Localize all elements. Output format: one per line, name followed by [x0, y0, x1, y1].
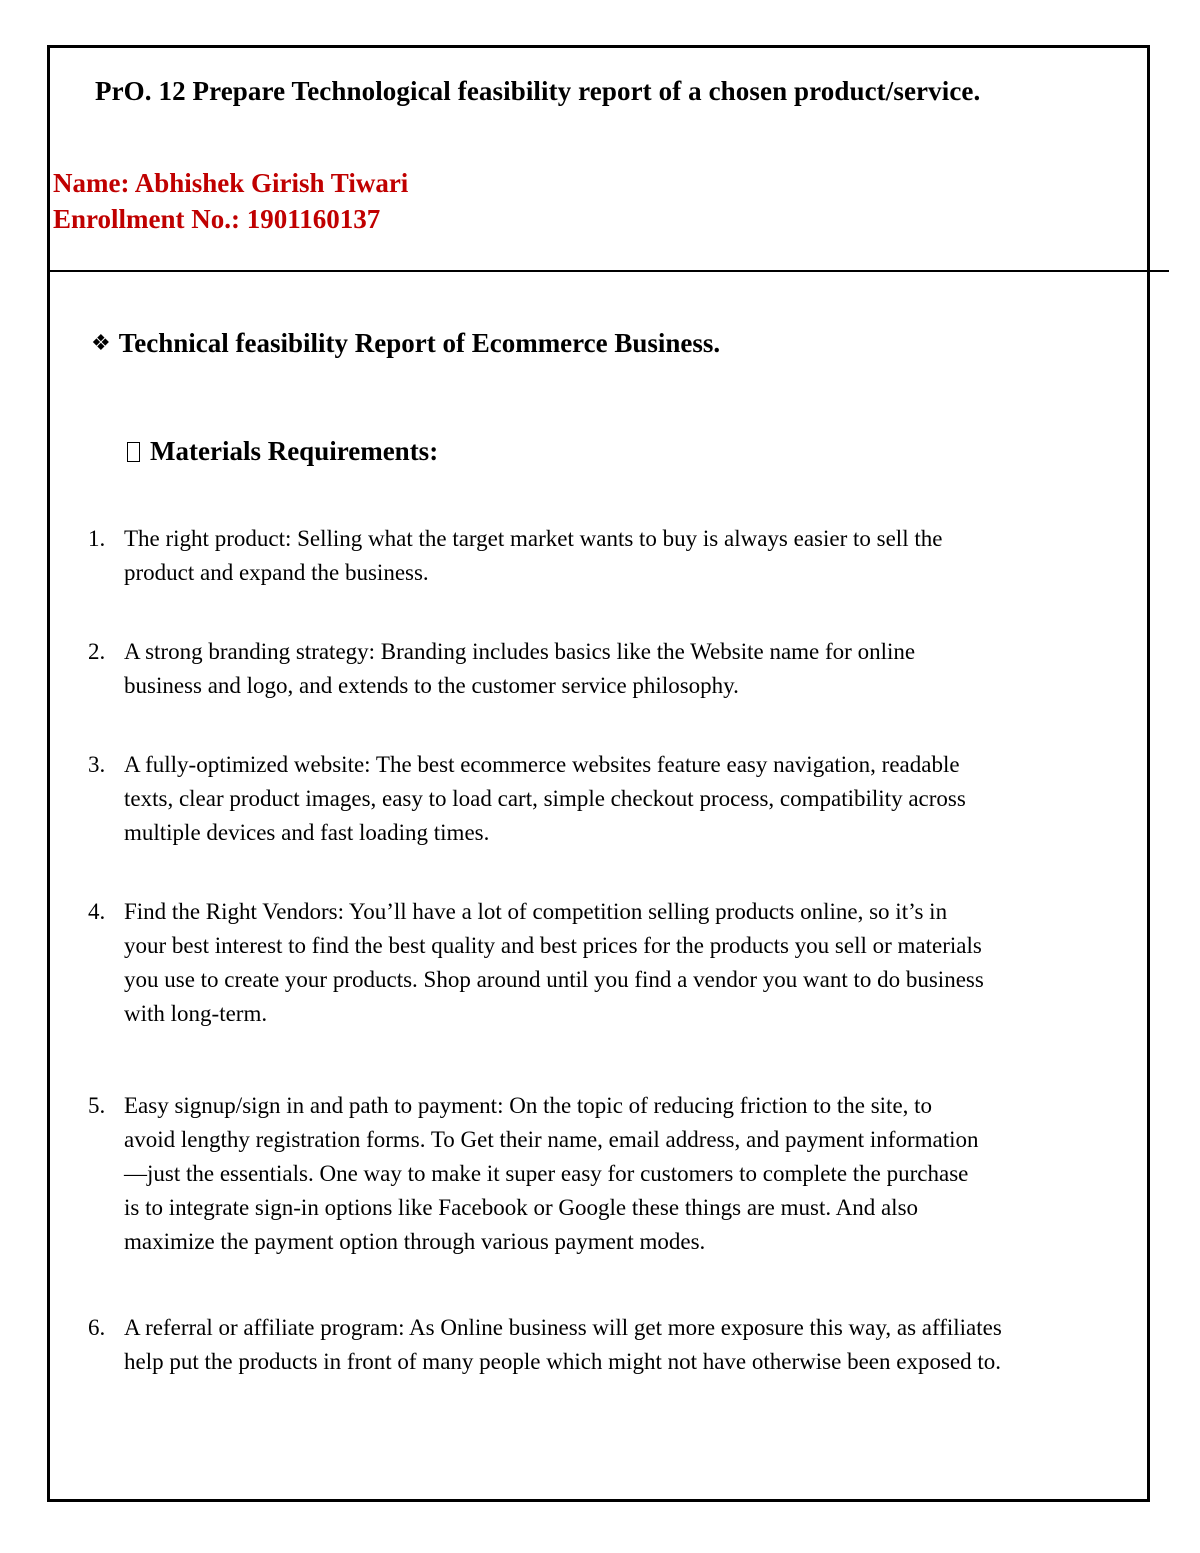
sub-heading-text: Materials Requirements: [150, 436, 439, 466]
list-item-line: Find the Right Vendors: You’ll have a lot of competition selling products online, so it’s in [124, 899, 948, 924]
list-item-text [124, 522, 1160, 590]
section-heading-text: Technical feasibility Report of Ecommerce Business. [118, 328, 721, 358]
document-title: PrO. 12 Prepare Technological feasibility report of a chosen product/service. [95, 76, 981, 106]
checkbox-square-icon [127, 442, 140, 462]
student-name: Name: Abhishek Girish Tiwari [53, 168, 409, 198]
diamond-bullet-icon: ❖ [91, 331, 111, 356]
header-divider [47, 270, 1169, 272]
list-item-number: 6. [88, 1315, 106, 1340]
list-item-number: 2. [88, 639, 106, 664]
list-item-line: your best interest to find the best quality and best prices for the products you sell or materials [124, 933, 982, 958]
list-item-text [124, 895, 1160, 1031]
list-item-line: The right product: Selling what the target market wants to buy is always easier to sell the [124, 526, 943, 551]
list-item-line: multiple devices and fast loading times. [124, 820, 490, 845]
list-item-line: product and expand the business. [124, 560, 429, 585]
enrollment-number: Enrollment No.: 1901160137 [53, 204, 381, 234]
section-heading [91, 328, 720, 359]
list-item-line: avoid lengthy registration forms. To Get their name, email address, and payment information [124, 1127, 979, 1152]
list-item-line: is to integrate sign-in options like Facebook or Google these things are must. And also [124, 1195, 919, 1220]
list-item-line: with long-term. [124, 1001, 268, 1026]
list-item-line: Easy signup/sign in and path to payment: On the topic of reducing friction to the site, to [124, 1093, 933, 1118]
list-item-line: —just the essentials. One way to make it super easy for customers to complete the purchase [124, 1161, 969, 1186]
list-item-text [124, 748, 1160, 850]
sub-heading [127, 436, 438, 467]
list-item-number: 5. [88, 1093, 106, 1118]
list-item-line: texts, clear product images, easy to load cart, simple checkout process, compatibility across [124, 786, 966, 811]
list-item-line: A fully-optimized website: The best ecommerce websites feature easy navigation, readable [124, 752, 960, 777]
list-item-line: business and logo, and extends to the customer service philosophy. [124, 673, 739, 698]
list-item-text [124, 635, 1160, 703]
list-item-number: 1. [88, 526, 106, 551]
list-item-line: maximize the payment option through various payment modes. [124, 1229, 706, 1254]
list-item-line: A referral or affiliate program: As Online business will get more exposure this way, as affiliates [124, 1315, 1002, 1340]
list-item-line: you use to create your products. Shop around until you find a vendor you want to do business [124, 967, 984, 992]
list-item-text [124, 1089, 1160, 1259]
list-item-number: 3. [88, 752, 106, 777]
list-item-text [124, 1311, 1160, 1379]
list-item-line: A strong branding strategy: Branding includes basics like the Website name for online [124, 639, 916, 664]
list-item-line: help put the products in front of many people which might not have otherwise been exposed to. [124, 1349, 1001, 1374]
author-block [53, 165, 408, 237]
list-item-number: 4. [88, 899, 106, 924]
